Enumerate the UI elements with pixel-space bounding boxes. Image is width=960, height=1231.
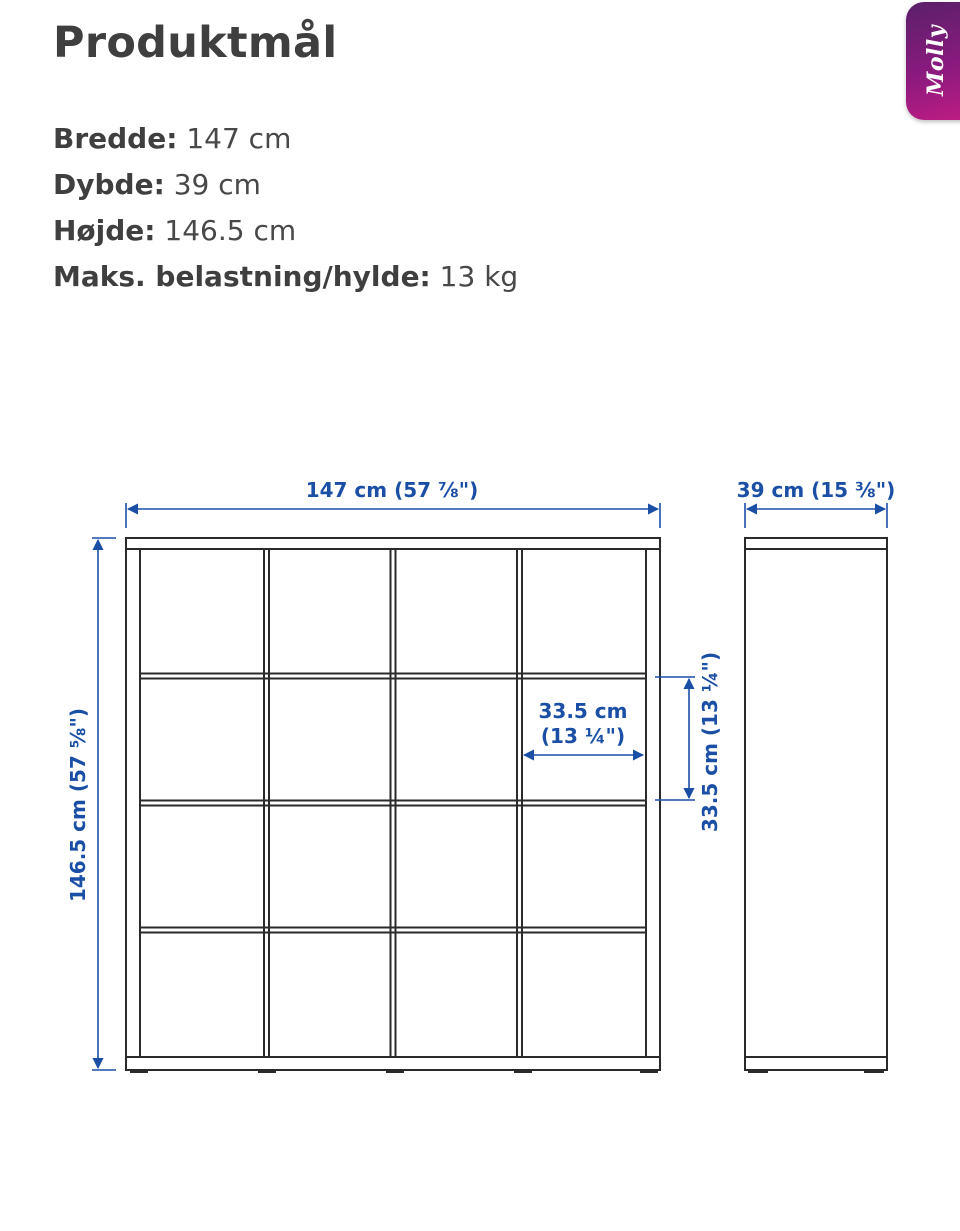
width-label: 147 cm (57 ⅞")	[305, 478, 479, 502]
dimension-lines	[92, 503, 887, 1070]
spec-max-load-value: 13 kg	[439, 260, 519, 293]
cell-width-label-line2: (13 ¼")	[540, 724, 626, 748]
front-outer-frame	[126, 538, 660, 1070]
cell-height-label: 33.5 cm (13 ¼")	[698, 651, 722, 833]
spec-width-value: 147 cm	[186, 122, 292, 155]
spec-max-load-label: Maks. belastning/hylde:	[53, 260, 431, 293]
page-title: Produktmål	[53, 18, 338, 68]
molly-logo-text: Molly	[923, 24, 949, 96]
spec-depth-value: 39 cm	[173, 168, 261, 201]
spec-height-label: Højde:	[53, 214, 156, 247]
height-label: 146.5 cm (57 ⅝")	[66, 707, 90, 903]
spec-depth-label: Dybde:	[53, 168, 165, 201]
shelf-dividers	[140, 549, 646, 1057]
side-outer-frame	[745, 538, 887, 1070]
depth-label: 39 cm (15 ⅜")	[736, 478, 896, 502]
spec-width-label: Bredde:	[53, 122, 178, 155]
side-view-shelf	[745, 538, 887, 1073]
front-view-shelf	[126, 538, 660, 1073]
spec-height-value: 146.5 cm	[164, 214, 297, 247]
cell-width-label-line1: 33.5 cm	[538, 699, 628, 723]
front-inner-frame	[140, 549, 646, 1057]
